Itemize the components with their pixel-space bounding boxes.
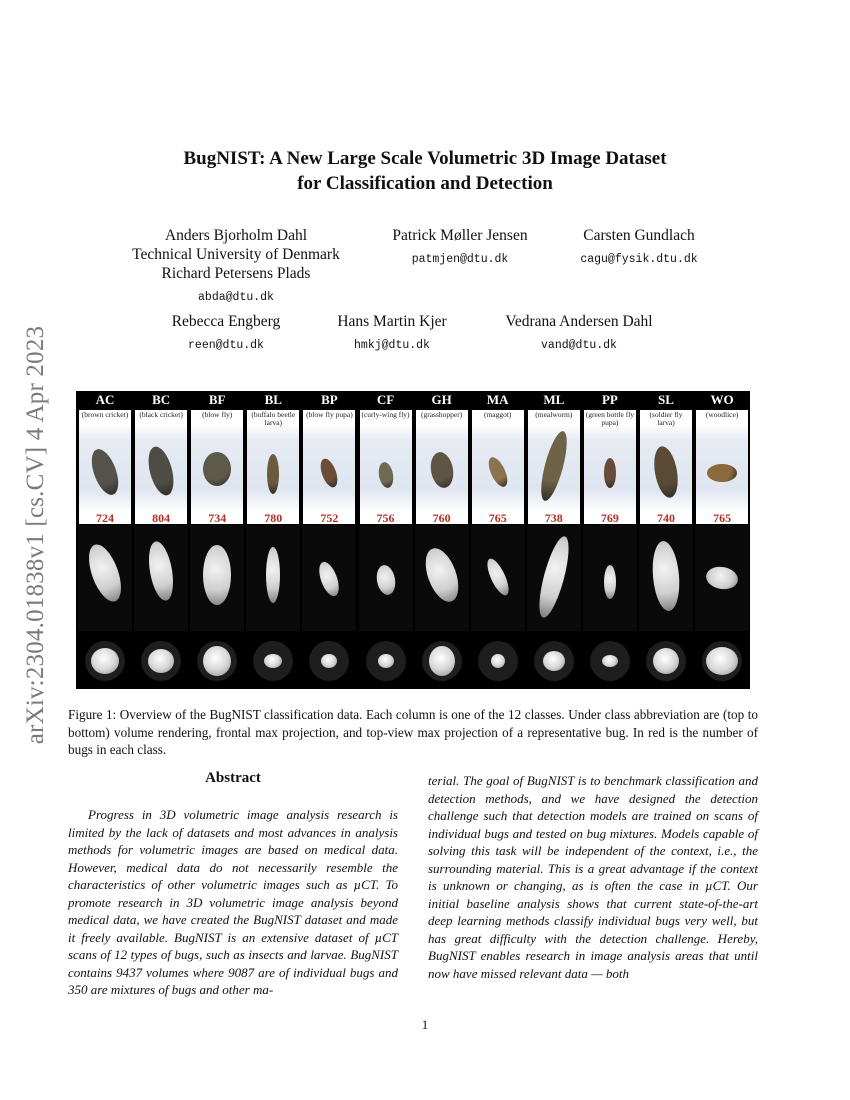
class-common-name: (mealworm)	[535, 410, 573, 419]
bug-volume-image	[428, 450, 456, 489]
author-name: Vedrana Andersen Dahl	[505, 313, 653, 330]
class-count: 780	[247, 512, 299, 524]
volume-rendering	[528, 410, 580, 512]
paper-title	[0, 146, 850, 196]
class-column-pp	[583, 391, 637, 689]
author-name: Rebecca Engberg	[171, 313, 281, 330]
bug-volume-image	[267, 454, 279, 494]
author-name: Anders Bjorholm Dahl	[164, 227, 308, 244]
author-email[interactable]: abda@dtu.dk	[198, 291, 274, 304]
volume-rendering	[696, 410, 748, 512]
author-email[interactable]: vand@dtu.dk	[541, 339, 617, 352]
bug-top-view-image	[148, 649, 174, 673]
page-number: 1	[421, 1017, 429, 1032]
class-common-name: (woodlice)	[705, 410, 739, 419]
bug-frontal-image	[266, 547, 280, 603]
class-count: 738	[528, 512, 580, 524]
bug-volume-image	[536, 429, 572, 503]
bug-volume-image	[203, 452, 231, 486]
bug-frontal-image	[533, 534, 574, 620]
author-1	[118, 226, 354, 307]
frontal-max-projection	[134, 525, 188, 631]
author-affiliation: Technical University of Denmark	[132, 246, 340, 263]
abstract-text-left: Progress in 3D volumetric image analysis research is limited by the lack of datasets and most advances in analysis methods for volumetric images are based on medical data. However, medical data do not necessarily resemble the characteristics of other volumetric images such as µCT. To promote research in 3D volumetric image analysis beyond medical data, we have created the BugNIST dataset and made it freely available. BugNIST is an extensive dataset of µCT scans of 12 types of bugs, such as insects and larvae. BugNIST contains 9437 volumes where 9087 are of individual bugs and 350 are mixtures of bugs and other ma-	[68, 807, 398, 997]
class-column-ac	[78, 391, 132, 689]
bug-frontal-image	[83, 540, 128, 605]
class-abbreviation: BF	[190, 391, 244, 409]
top-view-max-projection	[302, 633, 356, 689]
volume-rendering	[247, 410, 299, 512]
frontal-max-projection	[471, 525, 525, 631]
bug-frontal-image	[483, 556, 513, 598]
bug-frontal-image	[374, 564, 397, 597]
frontal-max-projection	[527, 525, 581, 631]
class-abbreviation: WO	[695, 391, 749, 409]
bug-frontal-image	[704, 564, 739, 591]
arxiv-stamp-text: arXiv:2304.01838v1 [cs.CV] 4 Apr 2023	[22, 325, 50, 745]
class-column-bp	[302, 391, 356, 689]
class-common-name: (blow fly pupa)	[306, 410, 353, 419]
arxiv-stamp	[14, 297, 58, 773]
frontal-max-projection	[302, 525, 356, 631]
bug-frontal-image	[604, 565, 616, 599]
bug-volume-image	[86, 446, 123, 499]
author-2	[374, 226, 546, 269]
bug-volume-image	[376, 461, 394, 489]
volume-rendering	[640, 410, 692, 512]
class-abbreviation: MA	[471, 391, 525, 409]
class-column-ml	[527, 391, 581, 689]
class-count: 760	[416, 512, 468, 524]
class-column-sl	[639, 391, 693, 689]
frontal-max-projection	[695, 525, 749, 631]
bug-top-view-image	[429, 646, 455, 676]
class-common-name: (soldier fly larva)	[649, 410, 683, 427]
author-3	[556, 226, 722, 269]
bug-volume-image	[485, 455, 511, 490]
bug-frontal-image	[203, 545, 231, 605]
class-abbreviation: GH	[415, 391, 469, 409]
class-column-bf	[190, 391, 244, 689]
volume-rendering	[191, 410, 243, 512]
frontal-max-projection	[359, 525, 413, 631]
class-count: 740	[640, 512, 692, 524]
class-abbreviation: PP	[583, 391, 637, 409]
class-abbreviation: BL	[246, 391, 300, 409]
title-line-1: BugNIST: A New Large Scale Volumetric 3D Image Dataset	[183, 148, 667, 169]
class-column-ma	[471, 391, 525, 689]
volume-rendering	[416, 410, 468, 512]
volume-rendering	[79, 410, 131, 512]
class-count: 752	[303, 512, 355, 524]
author-4	[150, 312, 302, 355]
author-name: Hans Martin Kjer	[337, 313, 447, 330]
top-view-max-projection	[246, 633, 300, 689]
class-column-gh	[415, 391, 469, 689]
author-address: Richard Petersens Plads	[161, 265, 311, 282]
author-5	[318, 312, 466, 355]
top-view-max-projection	[134, 633, 188, 689]
top-view-max-projection	[695, 633, 749, 689]
top-view-max-projection	[639, 633, 693, 689]
bug-volume-image	[318, 457, 341, 490]
class-abbreviation: SL	[639, 391, 693, 409]
figure-bug-classes	[76, 391, 750, 689]
bug-top-view-image	[91, 648, 119, 674]
abstract-heading: Abstract	[205, 770, 261, 786]
top-view-max-projection	[471, 633, 525, 689]
author-email[interactable]: patmjen@dtu.dk	[411, 253, 509, 266]
volume-rendering	[360, 410, 412, 512]
class-abbreviation: CF	[359, 391, 413, 409]
bug-top-view-image	[653, 648, 679, 674]
class-count: 734	[191, 512, 243, 524]
bug-volume-image	[707, 464, 737, 482]
frontal-max-projection	[583, 525, 637, 631]
class-common-name: (green bottle fly pupa)	[585, 410, 635, 427]
bug-top-view-image	[602, 655, 618, 667]
volume-rendering	[472, 410, 524, 512]
class-column-cf	[359, 391, 413, 689]
author-email[interactable]: reen@dtu.dk	[188, 339, 264, 352]
abstract-text-right: terial. The goal of BugNIST is to benchmark classification and detection methods, and we have designed the detection challenge such that detection models are trained on scans of individual bugs and tested on bug mixtures. Models capable of solving this task will be independent of the context, i.e., the surrounding material. This is a great advantage if the context is unknown or changing, as is often the case in µCT. Our initial baseline analysis shows that current state-of-the-art deep learning methods classify individual bugs very well, but has great difficulty with the detection challenge. Hereby, BugNIST enables research in image analysis areas that until now have missed relevant data — both	[428, 773, 758, 981]
class-column-wo	[695, 391, 749, 689]
top-view-max-projection	[415, 633, 469, 689]
bug-top-view-image	[378, 654, 394, 668]
class-count: 724	[79, 512, 131, 524]
bug-volume-image	[651, 444, 682, 499]
top-view-max-projection	[527, 633, 581, 689]
class-common-name: (maggot)	[483, 410, 512, 419]
top-view-max-projection	[583, 633, 637, 689]
title-line-2: for Classification and Detection	[297, 173, 553, 194]
class-abbreviation: ML	[527, 391, 581, 409]
class-abbreviation: BP	[302, 391, 356, 409]
frontal-max-projection	[415, 525, 469, 631]
class-common-name: (curly-wing fly)	[361, 410, 410, 419]
class-count: 765	[472, 512, 524, 524]
class-abbreviation: AC	[78, 391, 132, 409]
frontal-max-projection	[78, 525, 132, 631]
class-column-bc	[134, 391, 188, 689]
volume-rendering	[303, 410, 355, 512]
frontal-max-projection	[639, 525, 693, 631]
top-view-max-projection	[359, 633, 413, 689]
class-count: 804	[135, 512, 187, 524]
bug-top-view-image	[491, 654, 505, 668]
class-count: 769	[584, 512, 636, 524]
frontal-max-projection	[246, 525, 300, 631]
volume-rendering	[584, 410, 636, 512]
frontal-max-projection	[190, 525, 244, 631]
bug-top-view-image	[543, 651, 565, 671]
top-view-max-projection	[78, 633, 132, 689]
bug-frontal-image	[316, 559, 343, 598]
class-count: 756	[360, 512, 412, 524]
author-name: Carsten Gundlach	[583, 227, 695, 244]
bug-frontal-image	[419, 544, 464, 606]
author-email[interactable]: cagu@fysik.dtu.dk	[580, 253, 698, 266]
bug-top-view-image	[706, 647, 738, 675]
class-common-name: (brown cricket)	[81, 410, 129, 419]
class-common-name: (black cricket)	[139, 410, 183, 419]
class-common-name: (blow fly)	[202, 410, 233, 419]
class-common-name: (buffalo beetle larva)	[251, 410, 296, 427]
class-count: 765	[696, 512, 748, 524]
bug-volume-image	[144, 444, 178, 498]
bug-volume-image	[604, 458, 616, 488]
author-6	[486, 312, 672, 355]
top-view-max-projection	[190, 633, 244, 689]
class-abbreviation: BC	[134, 391, 188, 409]
bug-top-view-image	[203, 646, 231, 676]
class-common-name: (grasshopper)	[420, 410, 463, 419]
bug-frontal-image	[650, 540, 682, 612]
bug-frontal-image	[145, 540, 177, 603]
figure-caption: Figure 1: Overview of the BugNIST classification data. Each column is one of the 12 classes. Under class abbreviation are (top to bottom) volume rendering, frontal max projection, and top-view max projection of a representative bug. In red is the number of bugs in each class.	[68, 707, 758, 757]
author-email[interactable]: hmkj@dtu.dk	[354, 339, 430, 352]
volume-rendering	[135, 410, 187, 512]
author-name: Patrick Møller Jensen	[392, 227, 528, 244]
class-column-bl	[246, 391, 300, 689]
